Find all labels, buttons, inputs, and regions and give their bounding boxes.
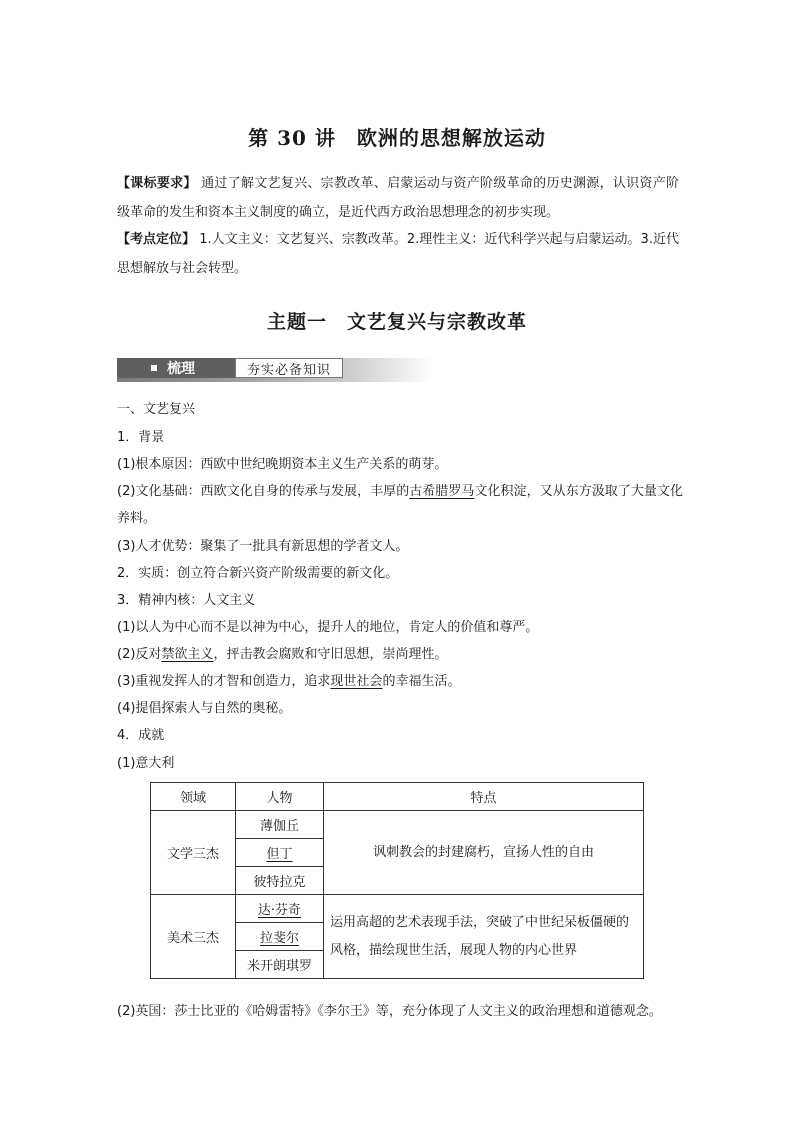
banner-main-label: 梳理 (167, 361, 195, 377)
underlined-term: 但丁 (266, 847, 293, 862)
point-item: (2)英国：莎士比亚的《哈姆雷特》《李尔王》等，充分体现了人文主义的政治理想和道德观念。 (117, 1004, 662, 1019)
table-header: 领域 (151, 783, 236, 811)
point-item: (1)以人为中心而不是以神为中心，提升人的地位，肯定人的价值和尊严。 (117, 620, 539, 635)
course-requirement (117, 169, 679, 227)
text-fragment: ，抨击教会腐败和守旧思想，崇尚理性。 (213, 647, 448, 662)
table-cell-domain: 文学三杰 (151, 811, 236, 895)
square-bullet-icon (151, 365, 157, 371)
text-fragment: 文化积淀，又从东方汲取了大量文化养料。 (117, 484, 683, 526)
requirement-text: 通过了解文艺复兴、宗教改革、启蒙运动与资产阶级革命的历史渊源，认识资产阶级革命的发生和资本主义制度的确立，是近代西方政治思想理念的初步实现。 (117, 176, 679, 220)
banner-sub: 夯实必备知识 (235, 358, 343, 378)
table-cell-person: 彼特拉克 (236, 867, 324, 895)
exam-points (117, 225, 679, 283)
table-cell-feature: 讽刺教会的封建腐朽，宣扬人性的自由 (324, 811, 644, 895)
text-fragment: 的幸福生活。 (382, 674, 461, 689)
point-heading: 2．实质：创立符合新兴资产阶级需要的新文化。 (117, 566, 399, 581)
table-cell-person (236, 839, 324, 867)
text-fragment: (2)反对 (117, 647, 162, 662)
point-item (117, 478, 683, 532)
section-banner (117, 358, 433, 382)
table-header-row (151, 783, 644, 811)
point-item (117, 641, 683, 668)
exam-points-text: 1.人文主义：文艺复兴、宗教改革。2.理性主义：近代科学兴起与启蒙运动。3.近代思想解放与社会转型。 (117, 232, 679, 276)
italy-achievements-table (150, 782, 644, 979)
table-cell-person (236, 923, 324, 951)
text-fragment: (2)文化基础：西欧文化自身的传承与发展，丰厚的 (117, 484, 410, 499)
underlined-term: 达·芬奇 (257, 903, 302, 918)
table-row (151, 811, 644, 839)
point-item: (1)根本原因：西欧中世纪晚期资本主义生产关系的萌芽。 (117, 457, 448, 472)
lecture-title: 第 30 讲 欧洲的思想解放运动 (248, 126, 546, 150)
point-heading: 4．成就 (117, 728, 165, 743)
table-row (151, 895, 644, 923)
point-item (117, 668, 683, 695)
text-fragment: (3)重视发挥人的才智和创造力，追求 (117, 674, 331, 689)
table-cell-person: 米开朗琪罗 (236, 951, 324, 979)
exam-points-tag: 【考点定位】 (117, 232, 196, 247)
table-cell-domain: 美术三杰 (151, 895, 236, 979)
underlined-term: 古希腊罗马 (409, 484, 475, 499)
table-header: 特点 (324, 783, 644, 811)
banner-main (117, 358, 235, 378)
point-heading: 1．背景 (117, 430, 165, 445)
underlined-term: 禁欲主义 (161, 647, 214, 662)
underlined-term: 现世社会 (330, 674, 383, 689)
underlined-term: 拉斐尔 (259, 931, 299, 946)
point-item: (1)意大利 (117, 756, 175, 771)
table-cell-person: 薄伽丘 (236, 811, 324, 839)
topic-title: 主题一 文艺复兴与宗教改革 (266, 311, 527, 333)
table-header: 人物 (236, 783, 324, 811)
table-cell-feature: 运用高超的艺术表现手法，突破了中世纪呆板僵硬的风格，描绘现世生活，展现人物的内心世界 (324, 895, 644, 979)
point-heading: 3．精神内核：人文主义 (117, 593, 256, 608)
requirement-tag: 【课标要求】 (117, 176, 197, 191)
section-heading: 一、文艺复兴 (117, 402, 196, 417)
point-item: (3)人才优势：聚集了一批具有新思想的学者文人。 (117, 539, 409, 554)
table-cell-person (236, 895, 324, 923)
point-item: (4)提倡探索人与自然的奥秘。 (117, 701, 292, 716)
